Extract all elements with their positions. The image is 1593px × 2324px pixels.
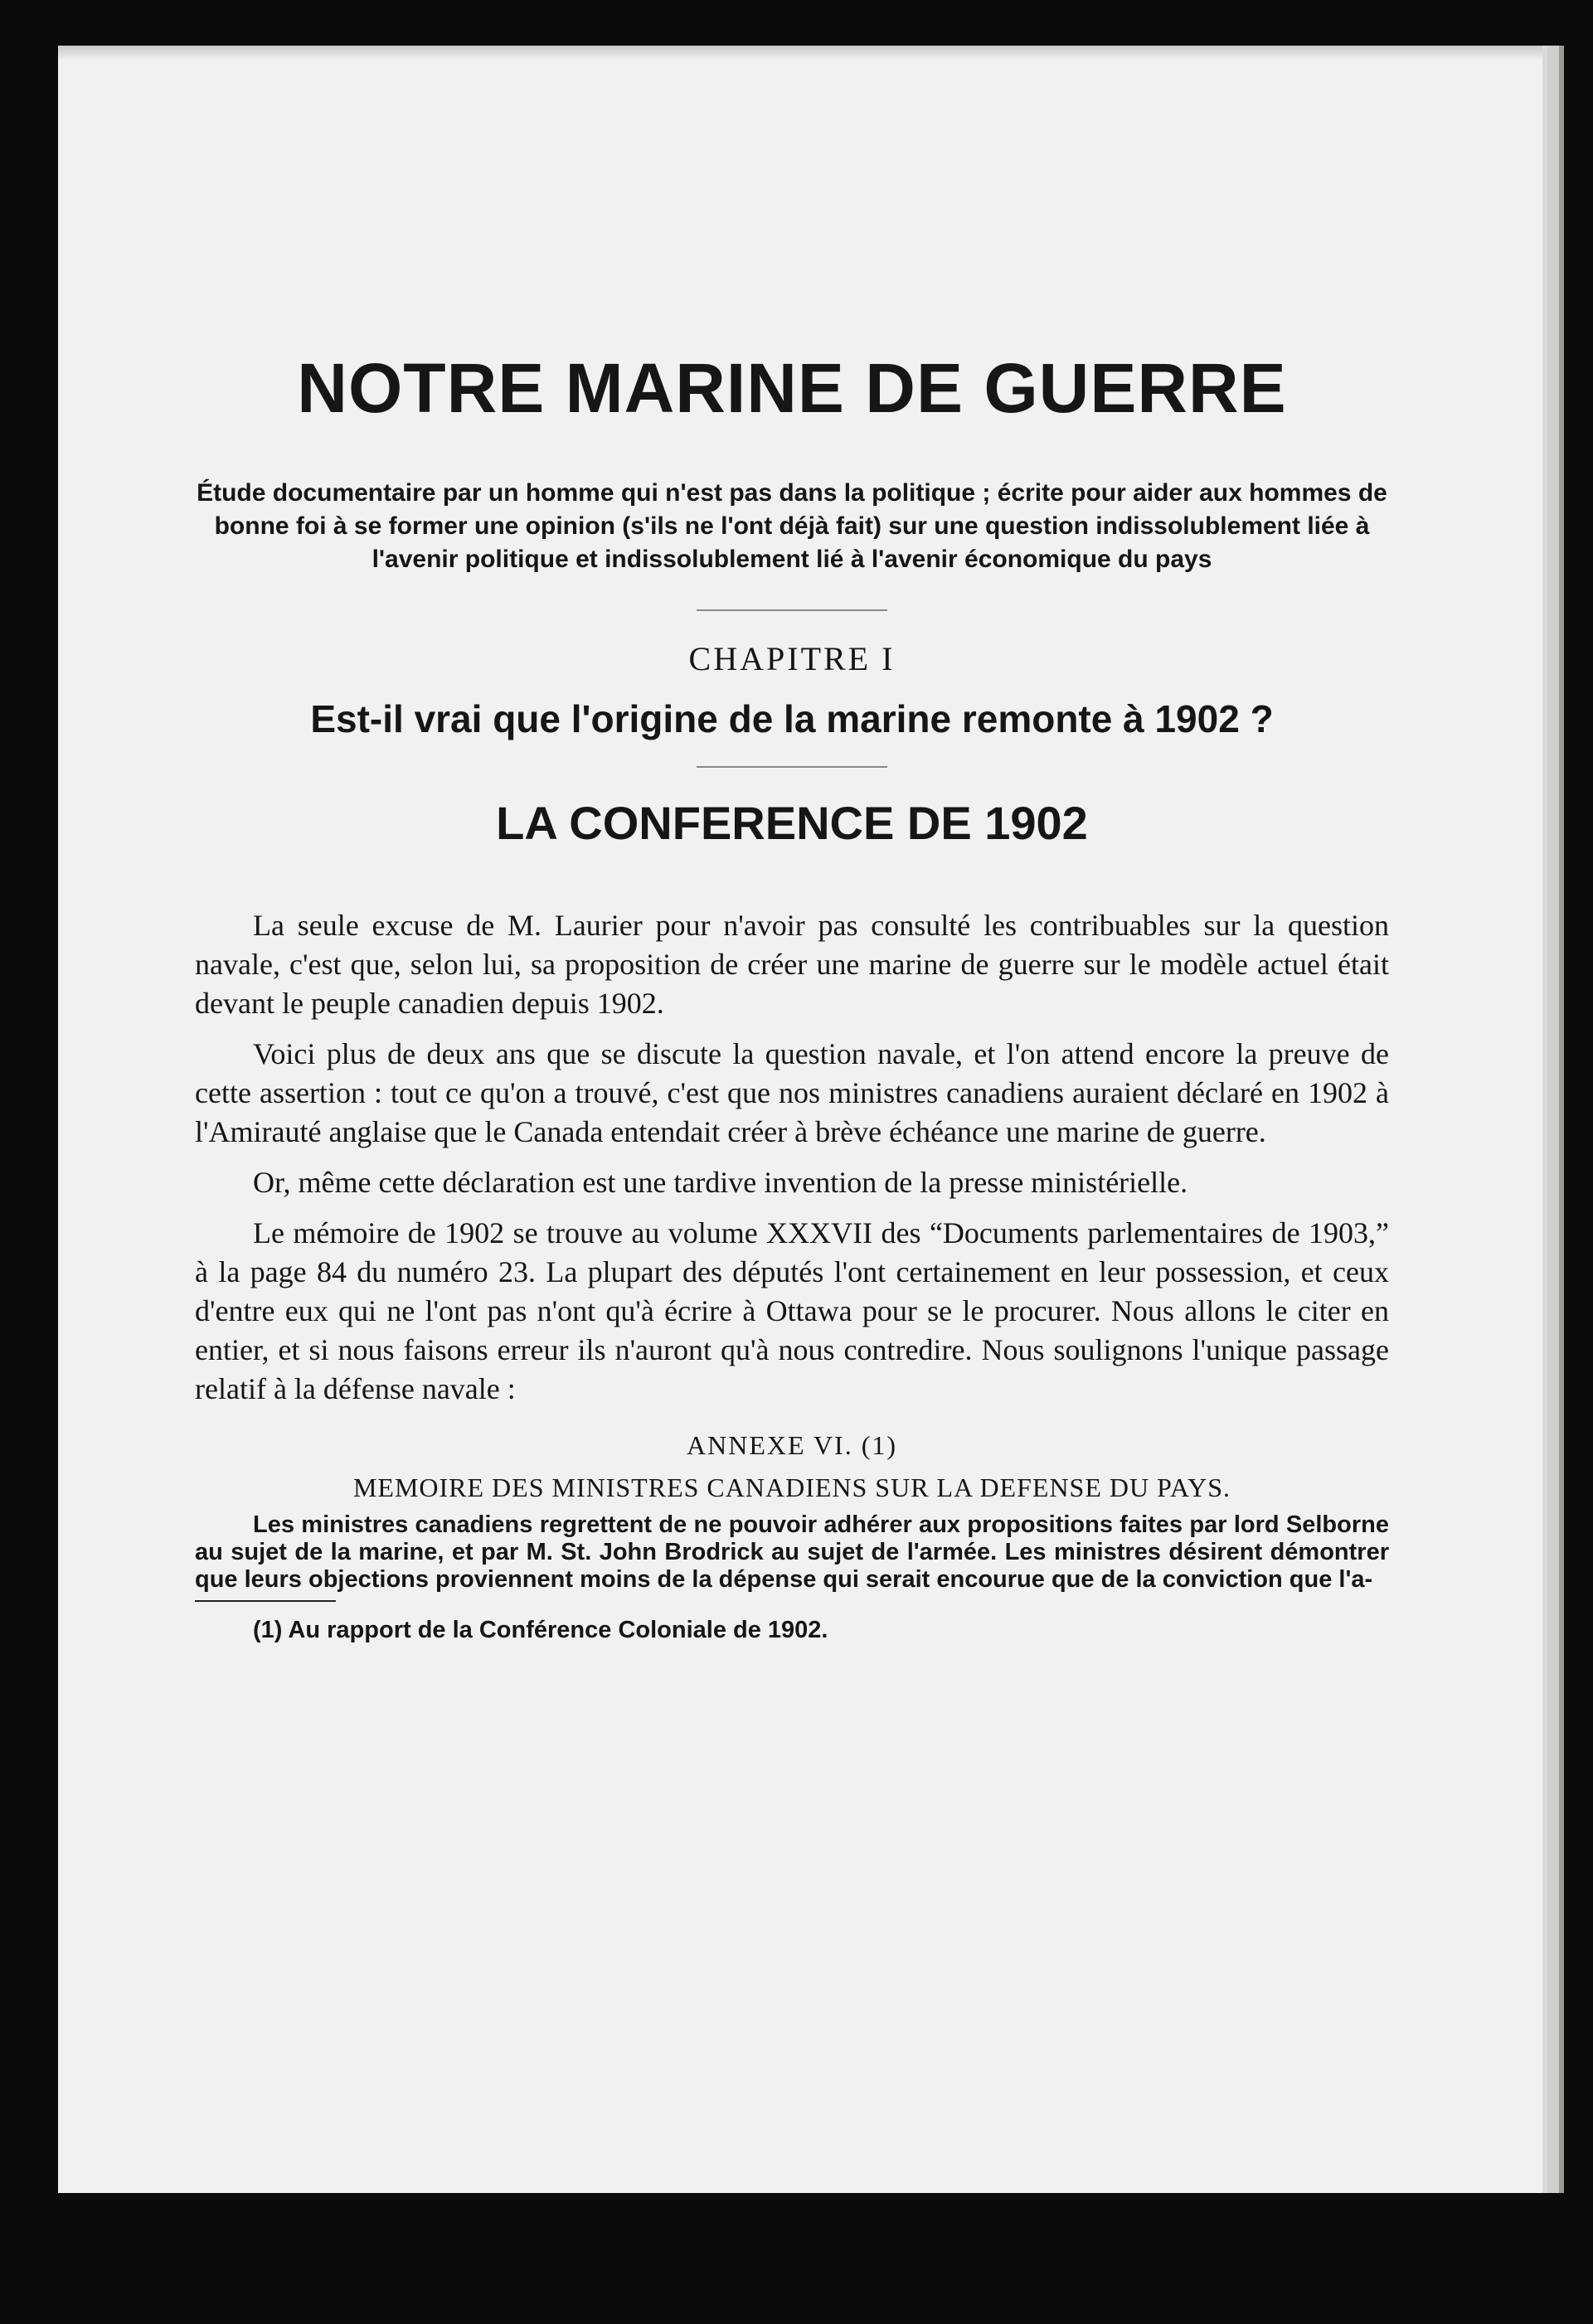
chapter-title: Est-il vrai que l'origine de la marine remonte à 1902 ?	[310, 697, 1274, 740]
document-title: NOTRE MARINE DE GUERRE	[297, 349, 1287, 427]
divider-rule	[697, 766, 887, 768]
document-subtitle: Étude documentaire par un homme qui n'est pas dans la politique ; écrite pour aider aux hommes de bonne foi à se former une opinion (s'ils ne l'ont déjà fait) sur une question indissolublement liée à l'avenir politique et indissolublement lié à l'avenir économique du pays	[197, 479, 1387, 573]
footnote: (1) Au rapport de la Conférence Coloniale de 1902.	[253, 1617, 828, 1643]
page-content	[195, 348, 1389, 1644]
page-top-edge	[58, 46, 1542, 61]
divider-rule	[697, 609, 887, 611]
memoire-text: Les ministres canadiens regrettent de ne pouvoir adhérer aux propositions faites par lord Selborne au sujet de la marine, et par M. St. John Brodrick au sujet de l'armée. Les ministres désirent démontrer que leurs objections proviennent moins de la dépense qui serait encourue que de la conviction que l'a-	[195, 1511, 1389, 1593]
document-page	[58, 46, 1547, 2193]
memoire-title: MEMOIRE DES MINISTRES CANADIENS SUR LA DEFENSE DU PAYS.	[352, 1473, 1231, 1502]
body-paragraph: Or, même cette déclaration est une tardive invention de la presse ministérielle.	[253, 1166, 1188, 1199]
body-paragraph: La seule excuse de M. Laurier pour n'avoir pas consulté les contribuables sur la question navale, c'est que, selon lui, sa proposition de créer une marine de guerre sur le modèle actuel était devant le peuple canadien depuis 1902.	[195, 909, 1389, 1020]
chapter-number: CHAPITRE I	[688, 640, 896, 677]
annex-heading: ANNEXE VI. (1)	[686, 1430, 898, 1460]
body-paragraph: Le mémoire de 1902 se trouve au volume XXXVII des “Documents parlementaires de 1903,” à la page 84 du numéro 23. La plupart des députés l'ont certainement en leur possession, et ceux d'entre eux qui ne l'ont pas n'ont qu'à écrire à Ottawa pour se le procurer. Nous allons le citer en entier, et si nous faisons erreur ils n'auront qu'à nous contredire. Nous soulignons l'unique passage relatif à la défense navale :	[195, 1216, 1389, 1405]
section-title: LA CONFERENCE DE 1902	[496, 797, 1088, 849]
footnote-rule	[195, 1600, 336, 1602]
body-paragraph: Voici plus de deux ans que se discute la question navale, et l'on attend encore la preuve de cette assertion : tout ce qu'on a trouvé, c'est que nos ministres canadiens auraient déclaré en 1902 à l'Amirauté anglaise que le Canada entendait créer à brève échéance une marine de guerre.	[195, 1037, 1389, 1148]
